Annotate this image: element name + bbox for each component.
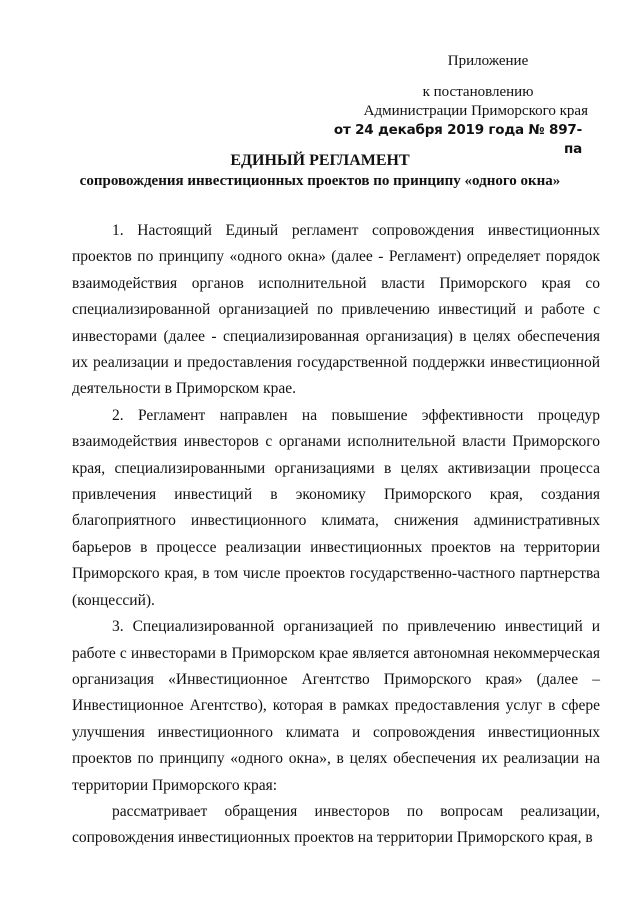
- resolution-reference: к постановлению: [422, 84, 534, 100]
- resolution-date-stamp: от 24 декабря 2019 года № 897-па: [333, 122, 582, 157]
- paragraph-1: 1. Настоящий Единый регламент сопровождения инвестиционных проектов по принципу «одного окна» (далее - Регламент) определяет порядок взаимодействия органов исполнительной власти Приморского края со специализированной организацией по привлечению инвестиций и работе с инвесторами (далее - специализированная организация) в целях обеспечения их реализации и предоставления государственной поддержки инвестиционной деятельности в Приморском крае.: [72, 222, 600, 398]
- document-body: [72, 218, 600, 852]
- appendix-label: Приложение: [447, 53, 529, 69]
- paragraph-2: 2. Регламент направлен на повышение эффективности процедур взаимодействия инвесторов с органами исполнительной власти Приморского края, специализированными организациями в целях активизации процесса привлечения инвестиций в экономику Приморского края, создания благоприятного инвестиционного климата, снижения административных барьеров в процессе реализации инвестиционных проектов на территории Приморского края, в том числе проектов государственно-частного партнерства (концессий).: [72, 406, 600, 609]
- paragraph-3: 3. Специализированной организацией по привлечению инвестиций и работе с инвесторами в Приморском крае является автономная некоммерческая организация «Инвестиционное Агентство Приморского края» (далее – Инвестиционное Агентство), которая в рамках предоставления услуг в сфере улучшения инвестиционного климата и сопровождения инвестиционных проектов по принципу «одного окна», в целях обеспечения их реализации на территории Приморского края:: [72, 618, 600, 794]
- paragraph-4: рассматривает обращения инвесторов по вопросам реализации, сопровождения инвестиционных проектов на территории Приморского края, в: [72, 802, 600, 847]
- document-title: ЕДИНЫЙ РЕГЛАМЕНТ: [230, 152, 410, 169]
- document-subtitle: сопровождения инвестиционных проектов по принципу «одного окна»: [79, 173, 561, 189]
- administration-name: Администрации Приморского края: [363, 103, 588, 119]
- appendix-header: [328, 52, 588, 159]
